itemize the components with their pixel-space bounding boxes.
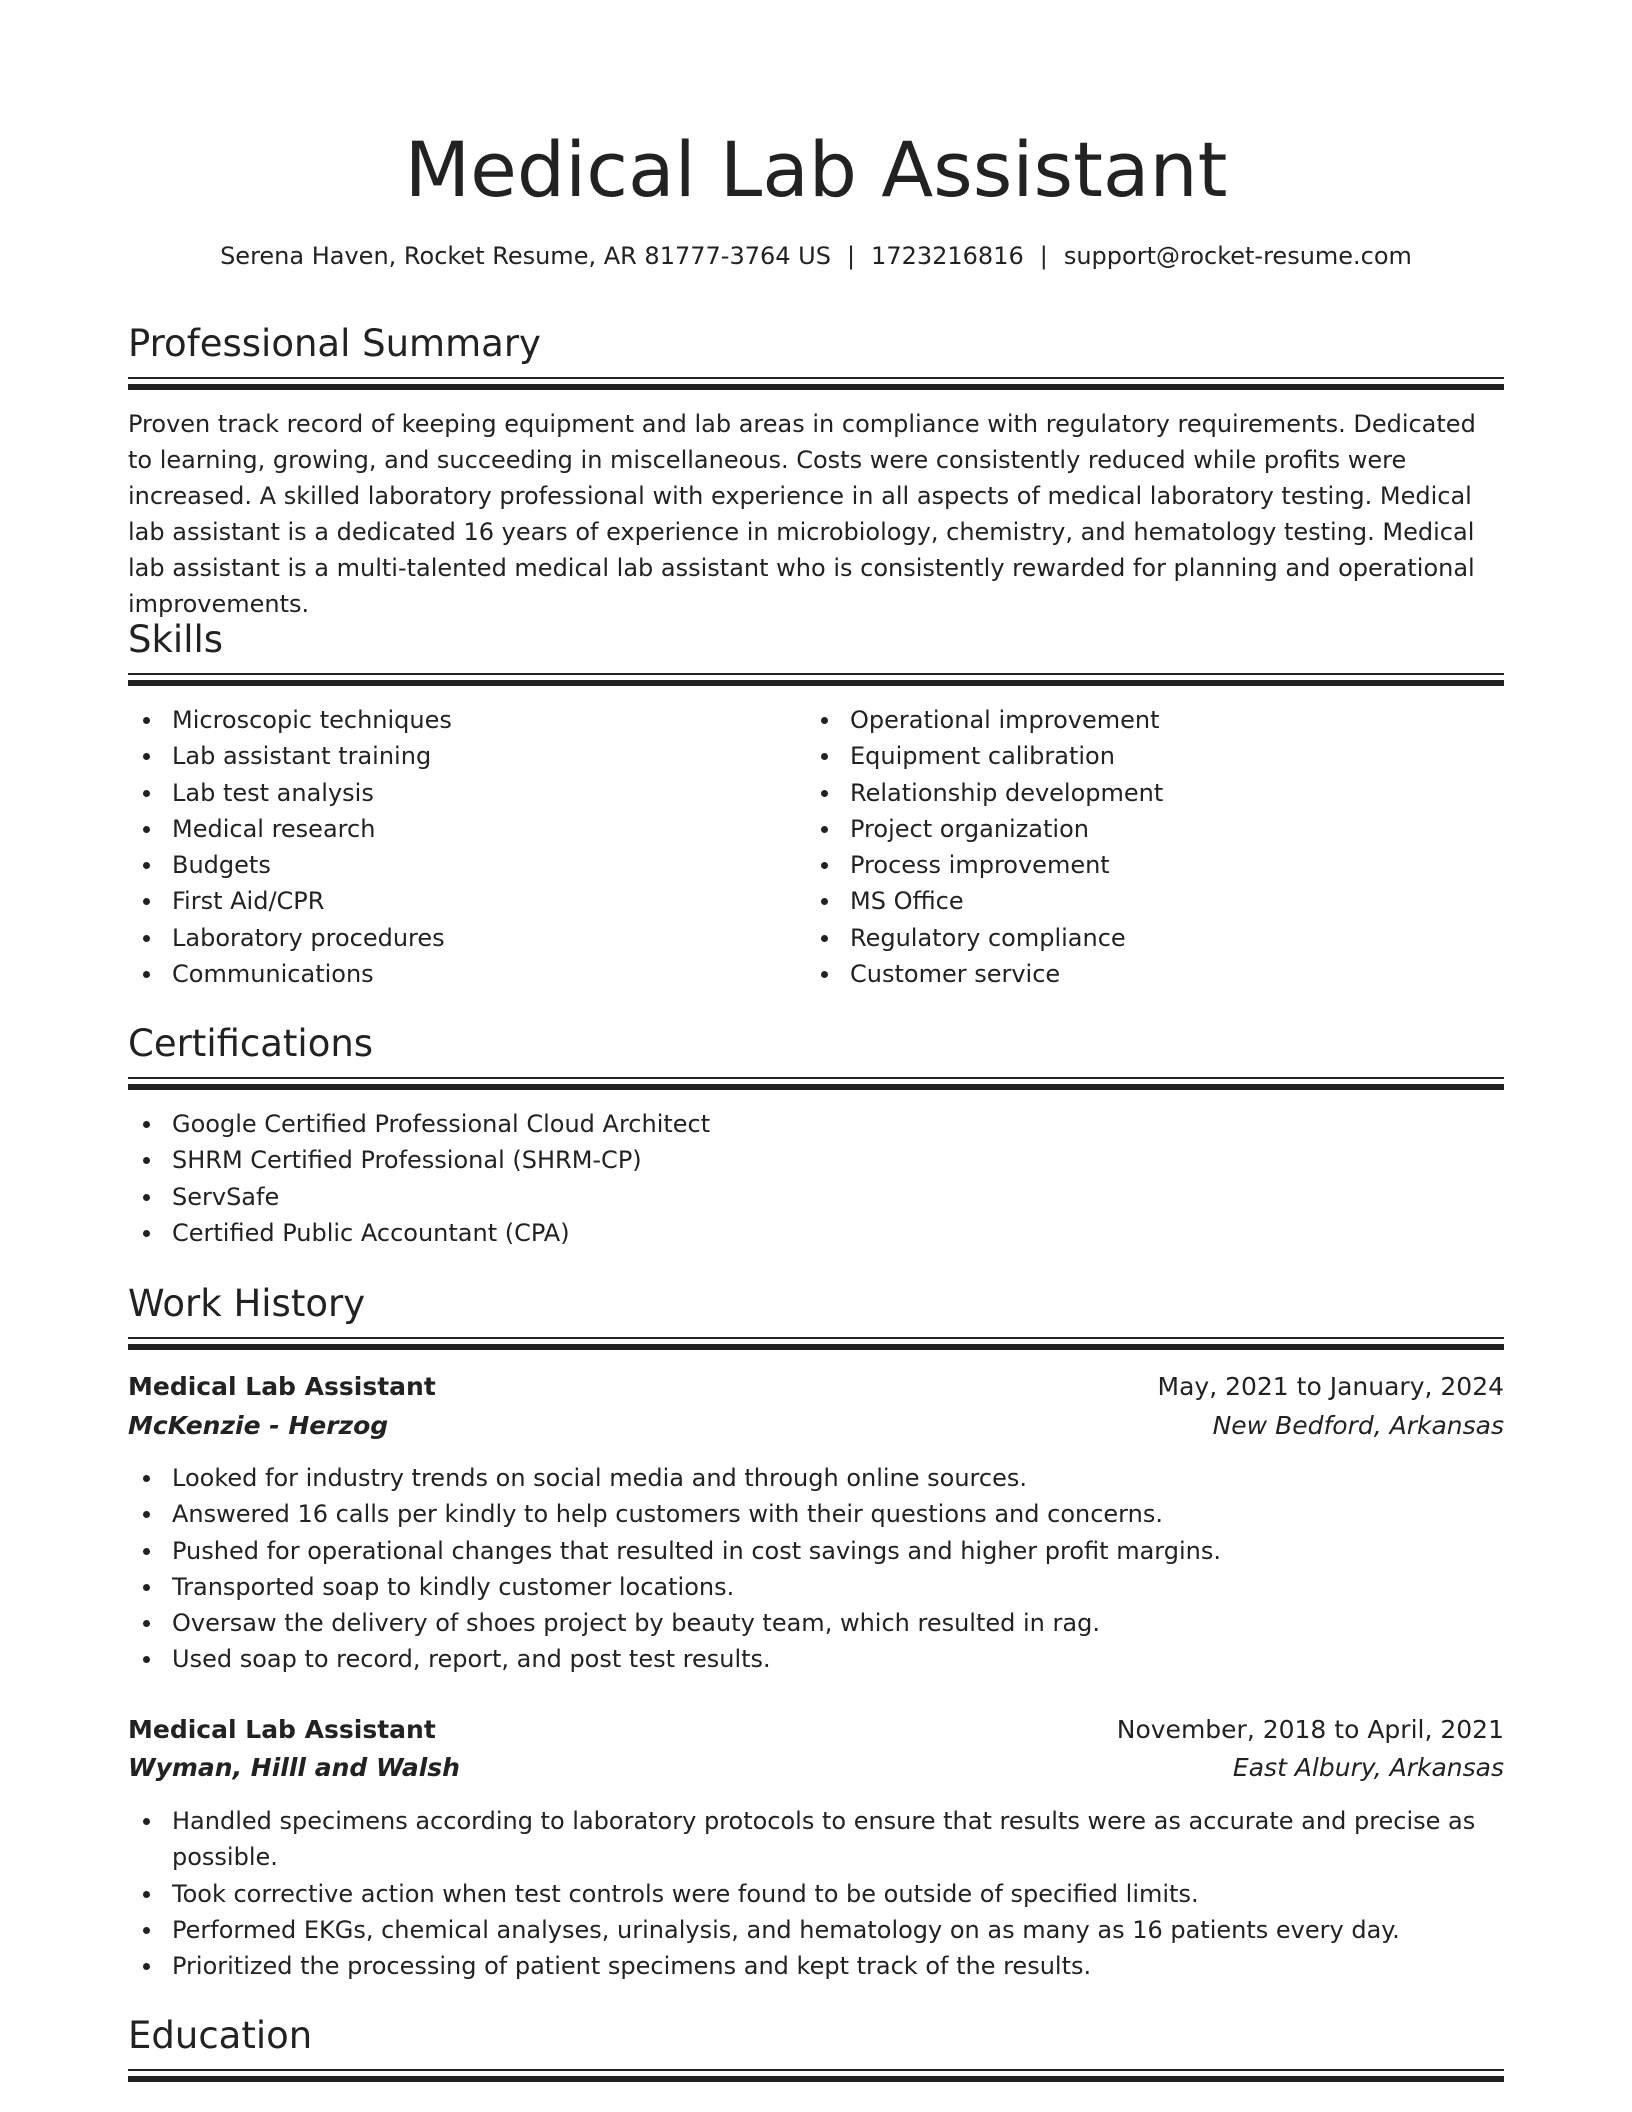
work-section <box>128 1279 1504 1329</box>
summary-rule <box>128 377 1504 390</box>
job-dates: November, 2018 to April, 2021 <box>1116 1715 1504 1744</box>
skill-item: Relationship development <box>806 775 1504 811</box>
duty-item: Used soap to record, report, and post test results. <box>128 1641 1504 1677</box>
certifications-body <box>128 1106 1504 1251</box>
job-location: East Albury, Arkansas <box>1232 1753 1504 1782</box>
education-heading: Education <box>128 2014 313 2057</box>
skills-heading: Skills <box>128 618 224 661</box>
job-title: Medical Lab Assistant <box>128 1372 436 1401</box>
education-rule <box>128 2069 1504 2082</box>
duty-item: Took corrective action when test controls were found to be outside of specified limits. <box>128 1876 1504 1912</box>
skill-item: Communications <box>128 956 788 992</box>
duty-item: Looked for industry trends on social media and through online sources. <box>128 1460 1504 1496</box>
job-header <box>128 1368 1504 1406</box>
certification-item: SHRM Certified Professional (SHRM-CP) <box>128 1142 1504 1178</box>
summary-body <box>128 406 1504 622</box>
skill-item: Medical research <box>128 811 788 847</box>
skills-right-column <box>806 702 1504 992</box>
duty-item: Answered 16 calls per kindly to help customers with their questions and concerns. <box>128 1496 1504 1532</box>
contact-separator: | <box>1039 242 1048 270</box>
skill-item: Laboratory procedures <box>128 920 788 956</box>
skills-rule <box>128 673 1504 686</box>
work-rule <box>128 1337 1504 1350</box>
certifications-rule <box>128 1077 1504 1090</box>
job-duties-list <box>128 1460 1504 1678</box>
duty-item: Performed EKGs, chemical analyses, urinalysis, and hematology on as many as 16 patients every day. <box>128 1912 1504 1948</box>
job-duties-list <box>128 1803 1504 1984</box>
certifications-section <box>128 1019 1504 1069</box>
duty-item: Oversaw the delivery of shoes project by beauty team, which resulted in rag. <box>128 1605 1504 1641</box>
skill-item: Equipment calibration <box>806 738 1504 774</box>
skills-left-column <box>128 702 788 992</box>
duty-item: Transported soap to kindly customer locations. <box>128 1569 1504 1605</box>
contact-address: Serena Haven, Rocket Resume, AR 81777-3764 US <box>220 242 831 270</box>
work-heading: Work History <box>128 1282 366 1325</box>
certification-item: ServSafe <box>128 1179 1504 1215</box>
job-dates: May, 2021 to January, 2024 <box>1157 1372 1504 1401</box>
skill-item: Lab assistant training <box>128 738 788 774</box>
certifications-heading: Certifications <box>128 1022 374 1065</box>
skill-item: Microscopic techniques <box>128 702 788 738</box>
skill-item: Project organization <box>806 811 1504 847</box>
certification-item: Google Certified Professional Cloud Architect <box>128 1106 1504 1142</box>
job-subheader <box>128 1407 1504 1445</box>
contact-email: support@rocket-resume.com <box>1063 242 1412 270</box>
job-title: Medical Lab Assistant <box>128 1715 436 1744</box>
skill-item: Process improvement <box>806 847 1504 883</box>
summary-text: Proven track record of keeping equipment and lab areas in compliance with regulatory requirements. Dedicated to learning, growing, and succeeding in miscellaneous. Costs were consistently reduced while profits were increased. A skilled laboratory professional with experience in all aspects of medical laboratory testing. Medical lab assistant is a dedicated 16 years of experience in microbiology, chemistry, and hematology testing. Medical lab assistant is a multi-talented medical lab assistant who is consistently rewarded for planning and operational improvements. <box>128 410 1476 618</box>
job-subheader <box>128 1749 1504 1787</box>
job-company: Wyman, Hilll and Walsh <box>128 1753 460 1782</box>
skill-item: Regulatory compliance <box>806 920 1504 956</box>
skill-item: Customer service <box>806 956 1504 992</box>
duty-item: Pushed for operational changes that resulted in cost savings and higher profit margins. <box>128 1533 1504 1569</box>
education-section <box>128 2011 1504 2061</box>
skill-item: MS Office <box>806 883 1504 919</box>
skills-section <box>128 615 1504 665</box>
certification-item: Certified Public Accountant (CPA) <box>128 1215 1504 1251</box>
certifications-list <box>128 1106 1504 1251</box>
summary-section <box>128 319 1504 369</box>
summary-heading: Professional Summary <box>128 322 541 365</box>
contact-line <box>128 238 1504 274</box>
duty-item: Prioritized the processing of patient specimens and kept track of the results. <box>128 1948 1504 1984</box>
duty-item: Handled specimens according to laboratory protocols to ensure that results were as accurate and precise as possible. <box>128 1803 1504 1876</box>
skill-item: Lab test analysis <box>128 775 788 811</box>
skills-left-list <box>128 702 788 992</box>
skill-item: Operational improvement <box>806 702 1504 738</box>
job-company: McKenzie - Herzog <box>128 1411 389 1440</box>
job-header <box>128 1711 1504 1749</box>
resume-title: Medical Lab Assistant <box>404 125 1228 214</box>
skills-right-list <box>806 702 1504 992</box>
contact-phone: 1723216816 <box>871 242 1024 270</box>
job-duties <box>128 1460 1504 1678</box>
job-duties <box>128 1803 1504 1984</box>
contact-separator: | <box>846 242 856 270</box>
skill-item: First Aid/CPR <box>128 883 788 919</box>
skill-item: Budgets <box>128 847 788 883</box>
job-location: New Bedford, Arkansas <box>1212 1411 1504 1440</box>
